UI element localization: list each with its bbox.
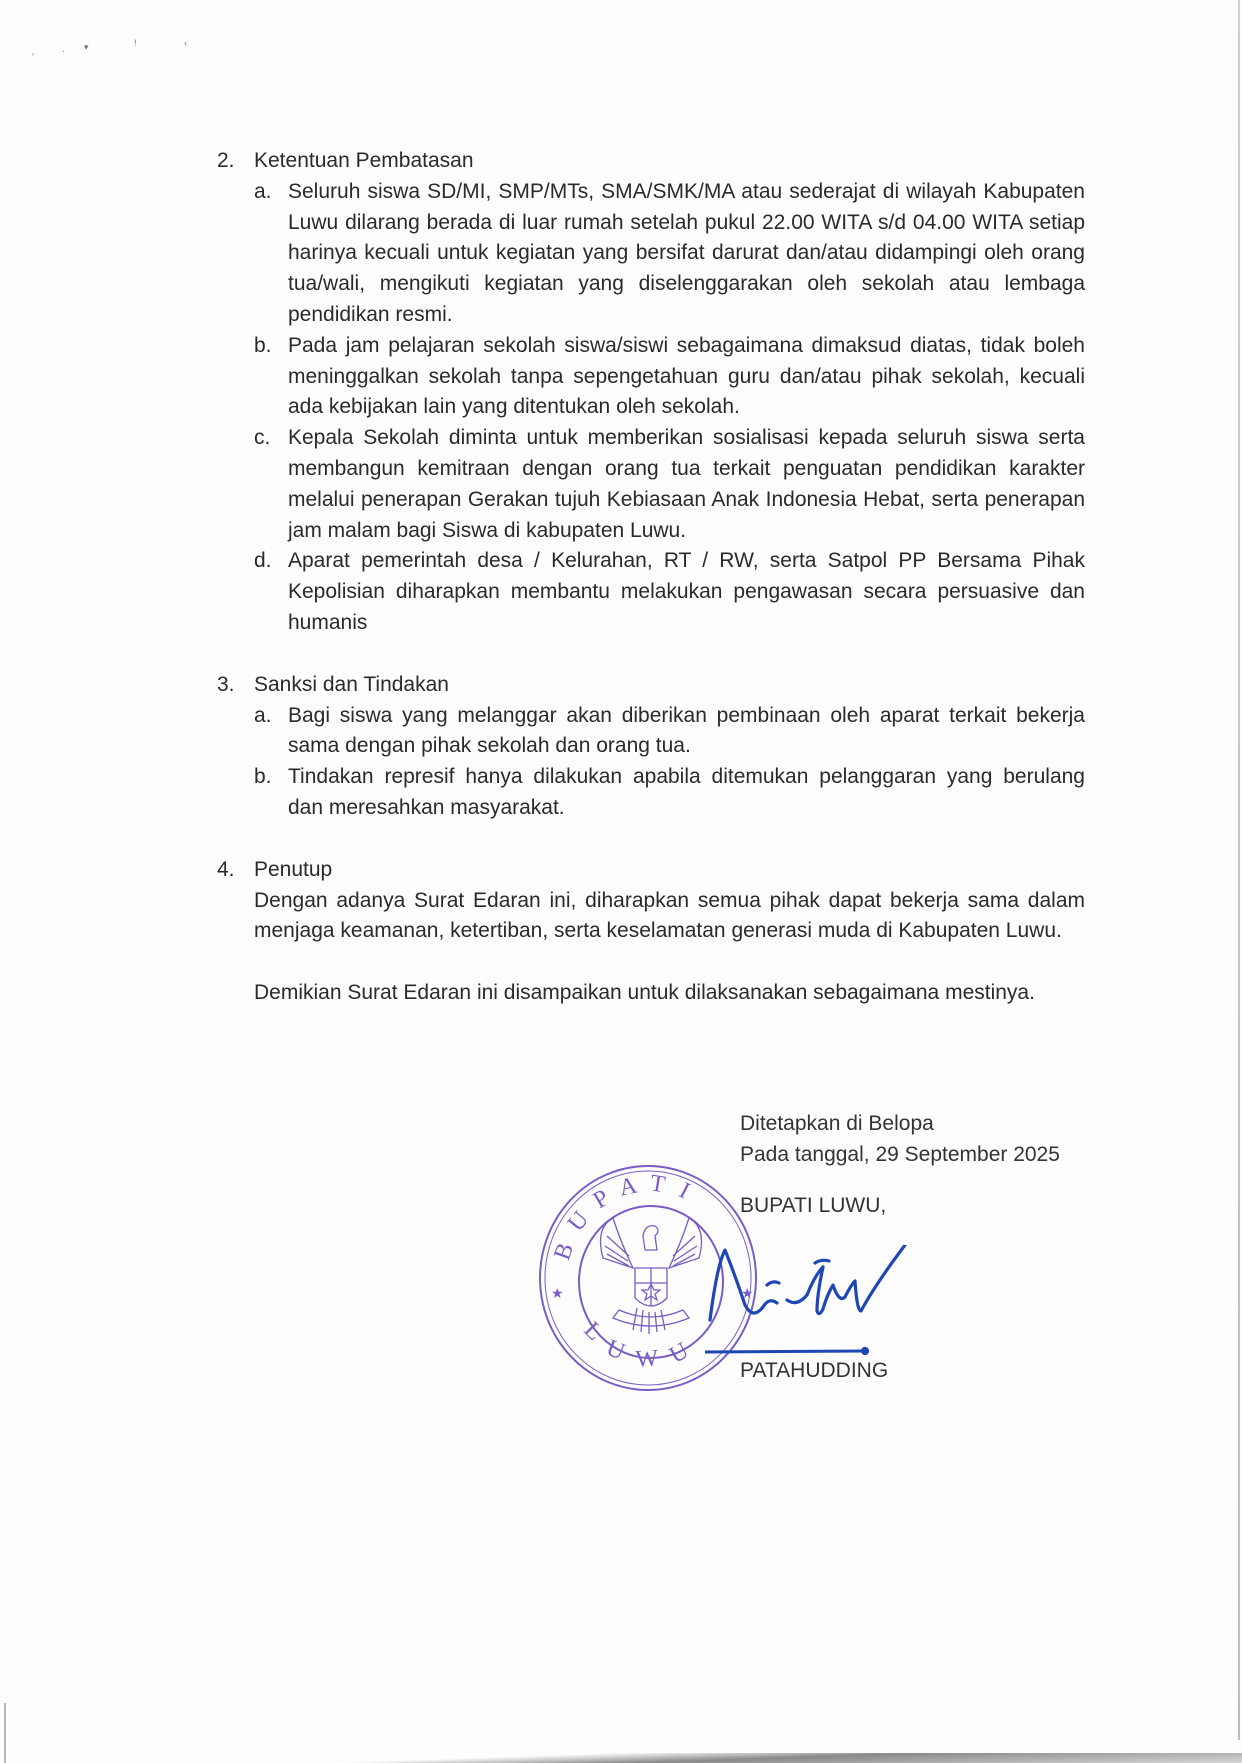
item-letter: d. xyxy=(254,549,272,573)
stamp-bottom-text: LUWU xyxy=(578,1316,708,1373)
item-text: Seluruh siswa SD/MI, SMP/MTs, SMA/SMK/MA atau sederajat di wilayah Kabupaten Luwu dilarang berada di luar rumah setelah pukul 22.00 WITA s/d 04.00 WITA setiap harinya kecuali untuk kegiatan yang bersifat darurat dan/atau didampingi oleh orang tua/wali, mengikuti kegiatan yang diselenggarakan oleh sekolah atau lembaga pendidikan resmi. xyxy=(288,179,1085,326)
section-sanksi-dan-tindakan xyxy=(217,670,1085,824)
item-letter: b. xyxy=(254,765,272,789)
item-letter: c. xyxy=(254,426,271,450)
stamp-top-text: BUPATI xyxy=(549,1170,707,1264)
page-edge-bottom xyxy=(0,1753,1242,1763)
item-text: Tindakan represif hanya dilakukan apabila ditemukan pelanggaran yang berulang dan meresahkan masyarakat. xyxy=(288,765,1085,819)
list-item xyxy=(254,177,1085,331)
signature-block xyxy=(740,1109,1060,1382)
list-item xyxy=(254,423,1085,546)
section-ketentuan-pembatasan xyxy=(217,146,1085,639)
section-penutup xyxy=(217,855,1085,1009)
section-number: 2. xyxy=(217,149,235,172)
stamp-star-right: ★ xyxy=(741,1285,754,1301)
page-edge-right xyxy=(1238,0,1240,1740)
list-item xyxy=(254,546,1085,638)
signature-date: Pada tanggal, 29 September 2025 xyxy=(740,1142,1060,1166)
closing-paragraph: Dengan adanya Surat Edaran ini, diharapkan semua pihak dapat bekerja sama dalam menjaga keamanan, ketertiban, serta keselamatan generasi muda di Kabupaten Luwu. xyxy=(254,888,1085,943)
item-letter: b. xyxy=(254,333,272,357)
list-item xyxy=(254,331,1085,423)
item-letter: a. xyxy=(254,703,272,727)
item-text: Pada jam pelajaran sekolah siswa/siswi sebagaimana dimaksud diatas, tidak boleh meninggalkan sekolah tanpa sepengetahuan guru dan/atau pihak sekolah, kecuali ada kebijakan lain yang ditentukan oleh sekolah. xyxy=(288,333,1085,419)
item-text: Bagi siswa yang melanggar akan diberikan pembinaan oleh aparat terkait bekerja sama dengan pihak sekolah dan orang tua. xyxy=(288,703,1085,758)
section-title: Ketentuan Pembatasan xyxy=(254,149,474,172)
signatory-name: PATAHUDDING xyxy=(740,1359,889,1382)
list-item xyxy=(254,762,1085,824)
item-text: Aparat pemerintah desa / Kelurahan, RT / RW, serta Satpol PP Bersama Pihak Kepolisian diharapkan membantu melakukan pengawasan secara persuasive dan humanis xyxy=(288,549,1085,634)
scan-artifacts: ' · ▾ ! ‹ xyxy=(32,38,187,62)
section-title: Sanksi dan Tindakan xyxy=(254,672,449,696)
garuda-emblem-icon xyxy=(601,1218,702,1334)
list-item xyxy=(254,701,1085,763)
item-text: Kepala Sekolah diminta untuk memberikan sosialisasi kepada seluruh siswa serta membangun kemitraan dengan orang tua terkait penguatan pendidikan karakter melalui penerapan Gerakan tujuh Kebiasaan Anak Indonesia Hebat, serta penerapan jam malam bagi Siswa di kabupaten Luwu. xyxy=(288,426,1085,542)
item-letter: a. xyxy=(254,179,272,203)
section-title: Penutup xyxy=(254,857,333,881)
signature-role: BUPATI LUWU, xyxy=(740,1193,887,1217)
stamp-star-left: ★ xyxy=(551,1285,564,1301)
section-number: 4. xyxy=(217,857,235,881)
signature-place: Ditetapkan di Belopa xyxy=(740,1112,934,1135)
section-number: 3. xyxy=(217,672,235,696)
handwritten-signature xyxy=(705,1245,975,1355)
document-body xyxy=(217,146,1085,1040)
closing-statement: Demikian Surat Edaran ini disampaikan untuk dilaksanakan sebagaimana mestinya. xyxy=(254,981,1035,1005)
